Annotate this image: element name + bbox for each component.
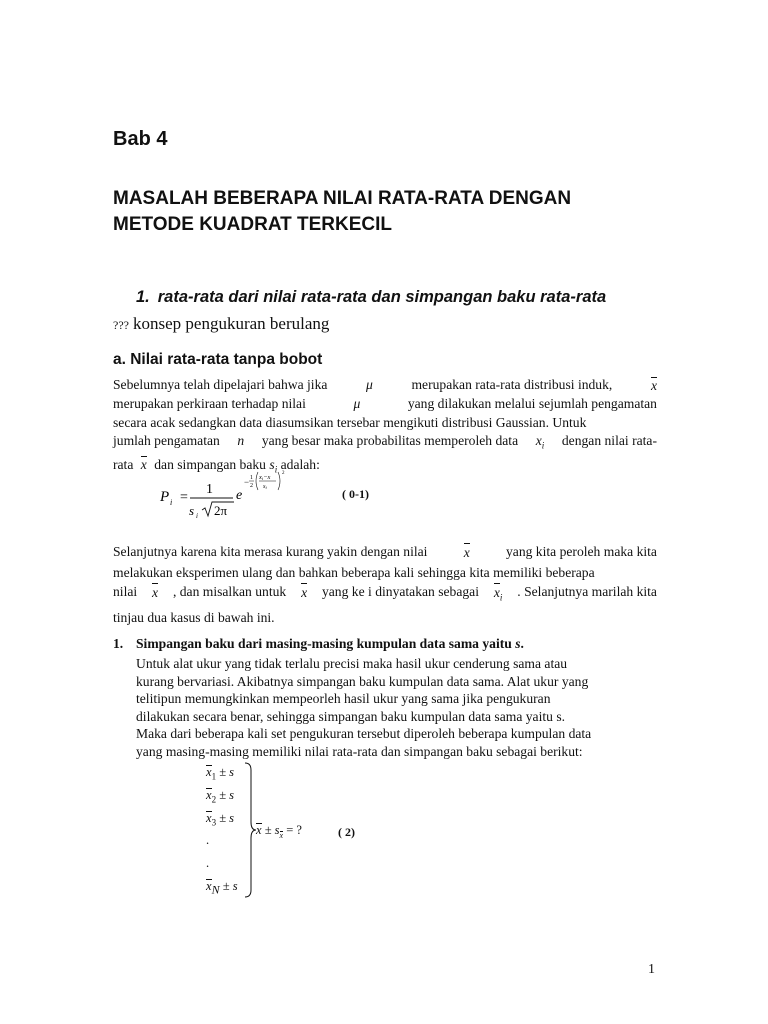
variable-s: s [269, 456, 275, 472]
text-span: Sebelumnya telah dipelajari bahwa jika [113, 377, 328, 392]
paragraph-line: tinjau dua kasus di bawah ini. [113, 610, 275, 626]
x-bar-symbol: x [152, 582, 158, 608]
set-dot-2: . [206, 856, 210, 870]
set-row-3 [206, 810, 234, 828]
eq-exp-den: si [263, 483, 267, 490]
x-bar-symbol: x [464, 542, 470, 563]
plus-minus-s: ± s [219, 811, 235, 825]
plus-minus-s: ± s [222, 879, 238, 893]
variable-x: x [535, 432, 542, 448]
body-line: yang masing-masing memiliki nilai rata-rata dan simpangan baku sebagai berikut: [136, 743, 583, 759]
text-span: yang besar maka probabilitas memperoleh data [261, 432, 519, 448]
paragraph-line: secara acak sedangkan data diasumsikan tersebar mengikuti distribusi Gaussian. Untuk [113, 414, 587, 430]
set-row-2 [206, 787, 234, 805]
note-text: konsep pengukuran berulang [132, 314, 330, 333]
section-heading [136, 288, 606, 307]
mu-symbol: μ [366, 377, 373, 392]
eq-exp-square: 2 [282, 471, 285, 476]
section-title: rata-rata dari nilai rata-rata dan simpangan baku rata-rata [157, 288, 607, 306]
eq-exp-minus: − [244, 477, 250, 487]
body-line: Maka dari beberapa kali set pengukuran tersebut diperoleh beberapa kumpulan data [136, 726, 592, 742]
x-bar-symbol: x [206, 788, 212, 802]
x-bar-symbol: x [206, 811, 212, 825]
subscript: 1 [211, 771, 217, 782]
subscript-xbar: x [279, 830, 284, 840]
text-span: . [520, 636, 524, 651]
body-line: Untuk alat ukur yang tidak terlalu precisi maka hasil ukur cenderung sama atau [136, 656, 568, 671]
chapter-title [113, 186, 673, 238]
plus-minus-s: ± s [219, 788, 235, 802]
set-row-n [206, 878, 238, 898]
text-span: Simpangan baku dari masing-masing kumpulan data sama yaitu [136, 636, 512, 651]
equation-label-2: ( 2) [338, 825, 355, 839]
plus-minus-s: ± s [264, 823, 280, 837]
variable-s: s [515, 636, 521, 651]
x-bar-symbol: x [494, 582, 500, 603]
subscript-i: i [274, 464, 278, 475]
x-bar-symbol: x [256, 823, 262, 837]
x-bar-symbol: x [206, 879, 212, 893]
text-span: yang kita peroleh maka kita [505, 544, 657, 559]
eq-p-sub: i [170, 498, 173, 507]
paragraph-line [113, 432, 657, 455]
plus-minus-s: ± s [219, 765, 235, 779]
chapter-title-line-1: MASALAH BEBERAPA NILAI RATA-RATA DENGAN [113, 188, 572, 209]
subscript-i: i [499, 592, 503, 603]
subscript: 3 [211, 817, 217, 828]
text-span: rata [113, 456, 134, 472]
x-bar-symbol: x [301, 582, 307, 608]
chapter-heading: Bab 4 [113, 128, 168, 150]
paragraph-line: melakukan eksperimen ulang dan bahkan beberapa kali sehingga kita memiliki beberapa [113, 564, 595, 580]
gaussian-equation [158, 468, 358, 524]
eq-exp-num: xi−x [259, 474, 271, 481]
text-span: dengan nilai rata- [561, 432, 657, 448]
text-span: Selanjutnya karena kita merasa kurang yakin dengan nilai [113, 544, 428, 559]
text-span: jumlah pengamatan [113, 432, 220, 448]
paragraph-line [113, 376, 657, 395]
right-paren-icon [278, 472, 280, 490]
eq-p: P [160, 489, 170, 505]
body-line: telitipun memungkinkan mempeorleh hasil ukur yang sama jika pengukuran [136, 691, 551, 707]
note-marker: ??? [113, 318, 129, 332]
eq-e: e [236, 488, 243, 503]
text-span: merupakan perkiraan terhadap nilai [113, 396, 306, 412]
mu-symbol: μ [353, 396, 361, 412]
list-item-body [136, 655, 657, 761]
paragraph-line [113, 582, 657, 608]
left-paren-icon [256, 472, 258, 490]
note-line [113, 314, 329, 334]
text-span: yang ke i dinyatakan sebagai [321, 584, 479, 599]
x-bar-symbol: x [206, 765, 212, 779]
eq-sqrt-content: 2π [214, 503, 228, 518]
eq-exp-half-num: 1 [250, 475, 253, 481]
eq-s-sub: i [196, 512, 198, 520]
text-span: . Selanjutnya marilah kita [517, 584, 657, 599]
section-number: 1. [136, 288, 150, 306]
text-span: dan simpangan baku [154, 456, 266, 472]
paragraph-line [113, 542, 657, 563]
text-span: adalah: [280, 456, 320, 472]
body-line: dilakukan secara benar, sehingga simpangan baku kumpulan data sama yaitu s. [136, 708, 566, 724]
measurement-set-equation [196, 760, 456, 900]
paragraph-followup [113, 542, 657, 628]
x-bar-symbol: x [141, 455, 147, 474]
set-dot-1: . [206, 833, 210, 847]
paragraph-line [113, 395, 657, 413]
equation-label: ( 0-1) [342, 487, 369, 501]
text-span: merupakan rata-rata distribusi induk, [411, 377, 613, 392]
paragraph-intro [113, 376, 657, 479]
set-row-1 [206, 764, 234, 782]
variable-n: n [237, 432, 245, 448]
subscript-n: N [211, 882, 220, 897]
equals-question: = ? [286, 823, 302, 837]
text-span: , dan misalkan untuk [172, 584, 287, 599]
eq-numerator: 1 [206, 482, 213, 497]
body-line: kurang bervariasi. Akibatnya simpangan baku kumpulan data sama. Alat ukur yang [136, 673, 589, 689]
subscript: 2 [211, 794, 217, 805]
page-number: 1 [648, 962, 655, 977]
eq-s: s [189, 503, 195, 518]
text-span: nilai [113, 584, 138, 599]
eq-exp-half-den: 2 [250, 483, 253, 489]
list-number: 1. [113, 636, 124, 651]
list-item-title [136, 636, 524, 652]
text-span: yang dilakukan melalui sejumlah pengamatan [407, 396, 657, 412]
set-result [256, 822, 302, 840]
eq-equals: = [180, 490, 188, 505]
subsection-heading: a. Nilai rata-rata tanpa bobot [113, 351, 323, 368]
subscript-i: i [541, 440, 545, 451]
chapter-title-line-2: METODE KUADRAT TERKECIL [113, 214, 393, 235]
x-bar-symbol: x [651, 376, 657, 395]
